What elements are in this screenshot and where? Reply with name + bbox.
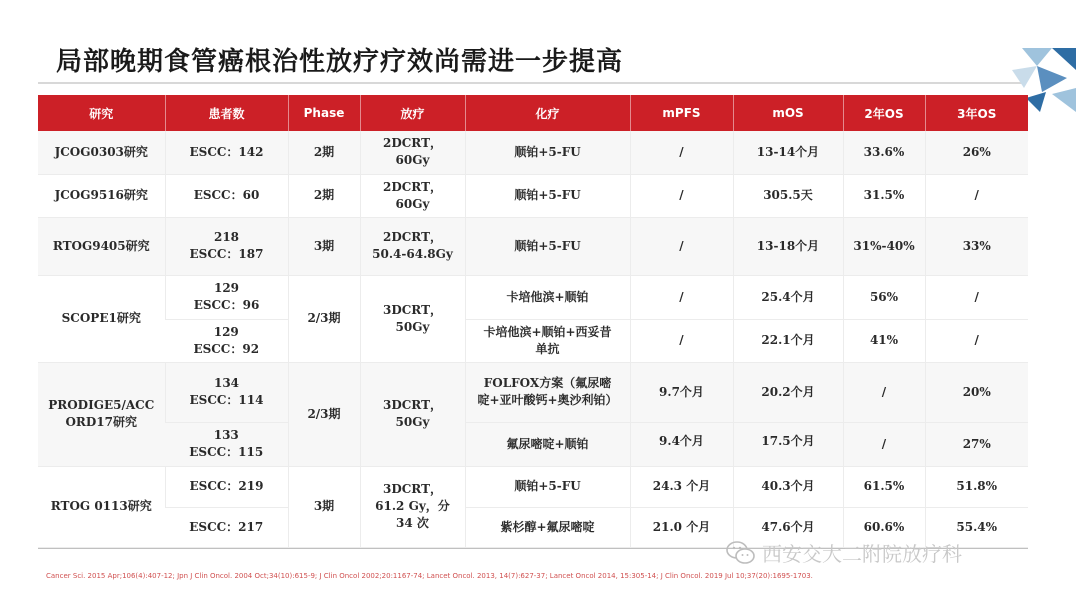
os-3y-cell: / <box>925 174 1028 217</box>
radiotherapy-cell: 3DCRT， 50Gy <box>360 275 465 362</box>
os-2y-cell: 33.6% <box>843 131 925 174</box>
header-patients: 患者数 <box>165 95 288 131</box>
mpfs-cell: / <box>630 217 733 275</box>
header-study: 研究 <box>38 95 165 131</box>
mos-cell: 47.6个月 <box>733 507 843 547</box>
patient-count: ESCC：217 <box>165 507 288 547</box>
radiotherapy-cell: 2DCRT， 60Gy <box>360 174 465 217</box>
patient-count: 134 ESCC：114 <box>165 362 288 422</box>
study-name: PRODIGE5/ACC ORD17研究 <box>38 362 165 466</box>
title-divider <box>38 82 1026 84</box>
os-3y-cell: 33% <box>925 217 1028 275</box>
study-name: JCOG0303研究 <box>38 131 165 174</box>
study-name: JCOG9516研究 <box>38 174 165 217</box>
table-row <box>38 217 1028 275</box>
watermark-text: 西安交大二附院放疗科 <box>762 542 962 566</box>
radiotherapy-cell: 3DCRT， 61.2 Gy，分 34 次 <box>360 466 465 547</box>
chemotherapy-cell: 氟尿嘧啶+顺铂 <box>465 422 630 466</box>
os-3y-cell: 27% <box>925 422 1028 466</box>
mpfs-cell: / <box>630 275 733 319</box>
chemotherapy-cell: 顺铂+5-FU <box>465 174 630 217</box>
chemotherapy-cell: 顺铂+5-FU <box>465 217 630 275</box>
study-name: RTOG 0113研究 <box>38 466 165 547</box>
phase-cell: 2期 <box>288 174 360 217</box>
header-os-2y: 2年OS <box>843 95 925 131</box>
references-footnote: Cancer Sci. 2015 Apr;106(4):407-12; Jpn J Clin Oncol. 2004 Oct;34(10):615-9; J Clin Oncol 2002;20:1167-74; Lancet Oncol. 2013, 14(7):627-37; Lancet Oncol 2014, 15:305-14; J Clin Oncol. 2019 Jul 10;37(20):1695-1703. <box>46 572 813 580</box>
mpfs-cell: 9.7个月 <box>630 362 733 422</box>
radiotherapy-cell: 3DCRT， 50Gy <box>360 362 465 466</box>
header-mpfs: mPFS <box>630 95 733 131</box>
os-3y-cell: 55.4% <box>925 507 1028 547</box>
patient-count: 129 ESCC：96 <box>165 275 288 319</box>
chemotherapy-cell: 顺铂+5-FU <box>465 466 630 507</box>
header-os-3y: 3年OS <box>925 95 1028 131</box>
mpfs-cell: / <box>630 131 733 174</box>
phase-cell: 3期 <box>288 217 360 275</box>
wechat-logo-icon <box>726 540 756 566</box>
patient-count: 218 ESCC：187 <box>165 217 288 275</box>
mos-cell: 305.5天 <box>733 174 843 217</box>
phase-cell: 2期 <box>288 131 360 174</box>
table-row <box>38 422 1028 466</box>
phase-cell: 3期 <box>288 466 360 547</box>
header-chemotherapy: 化疗 <box>465 95 630 131</box>
os-3y-cell: / <box>925 275 1028 319</box>
os-2y-cell: 31%-40% <box>843 217 925 275</box>
patient-count: ESCC：60 <box>165 174 288 217</box>
os-2y-cell: / <box>843 362 925 422</box>
table-row <box>38 275 1028 319</box>
patient-count: 133 ESCC：115 <box>165 422 288 466</box>
mos-cell: 13-18个月 <box>733 217 843 275</box>
chemotherapy-cell: FOLFOX方案（氟尿嘧 啶+亚叶酸钙+奥沙利铂） <box>465 362 630 422</box>
os-3y-cell: 26% <box>925 131 1028 174</box>
mos-cell: 25.4个月 <box>733 275 843 319</box>
chemotherapy-cell: 卡培他滨+顺铂 <box>465 275 630 319</box>
mpfs-cell: 9.4个月 <box>630 422 733 466</box>
mpfs-cell: / <box>630 174 733 217</box>
os-2y-cell: 56% <box>843 275 925 319</box>
watermark <box>726 538 962 567</box>
patient-count: ESCC：142 <box>165 131 288 174</box>
mpfs-cell: 21.0 个月 <box>630 507 733 547</box>
os-3y-cell: / <box>925 319 1028 362</box>
mos-cell: 20.2个月 <box>733 362 843 422</box>
os-2y-cell: 41% <box>843 319 925 362</box>
table-row <box>38 466 1028 507</box>
table-row <box>38 362 1028 422</box>
header-radiotherapy: 放疗 <box>360 95 465 131</box>
mos-cell: 17.5个月 <box>733 422 843 466</box>
chemotherapy-cell: 紫杉醇+氟尿嘧啶 <box>465 507 630 547</box>
phase-cell: 2/3期 <box>288 275 360 362</box>
mpfs-cell: / <box>630 319 733 362</box>
table-header-row <box>38 95 1028 131</box>
table-row <box>38 319 1028 362</box>
chemotherapy-cell: 卡培他滨+顺铂+西妥昔 单抗 <box>465 319 630 362</box>
os-2y-cell: 31.5% <box>843 174 925 217</box>
slide-title: 局部晚期食管癌根治性放疗疗效尚需进一步提高 <box>56 47 624 77</box>
mpfs-cell: 24.3 个月 <box>630 466 733 507</box>
trial-comparison-table <box>38 95 1028 548</box>
chemotherapy-cell: 顺铂+5-FU <box>465 131 630 174</box>
os-3y-cell: 51.8% <box>925 466 1028 507</box>
patient-count: ESCC：219 <box>165 466 288 507</box>
os-2y-cell: / <box>843 422 925 466</box>
os-3y-cell: 20% <box>925 362 1028 422</box>
mos-cell: 13-14个月 <box>733 131 843 174</box>
patient-count: 129 ESCC：92 <box>165 319 288 362</box>
study-name: RTOG9405研究 <box>38 217 165 275</box>
os-2y-cell: 60.6% <box>843 507 925 547</box>
header-mos: mOS <box>733 95 843 131</box>
phase-cell: 2/3期 <box>288 362 360 466</box>
os-2y-cell: 61.5% <box>843 466 925 507</box>
mos-cell: 22.1个月 <box>733 319 843 362</box>
radiotherapy-cell: 2DCRT， 50.4-64.8Gy <box>360 217 465 275</box>
mos-cell: 40.3个月 <box>733 466 843 507</box>
study-name: SCOPE1研究 <box>38 275 165 362</box>
header-phase: Phase <box>288 95 360 131</box>
radiotherapy-cell: 2DCRT， 60Gy <box>360 131 465 174</box>
table-row <box>38 174 1028 217</box>
table-row <box>38 131 1028 174</box>
